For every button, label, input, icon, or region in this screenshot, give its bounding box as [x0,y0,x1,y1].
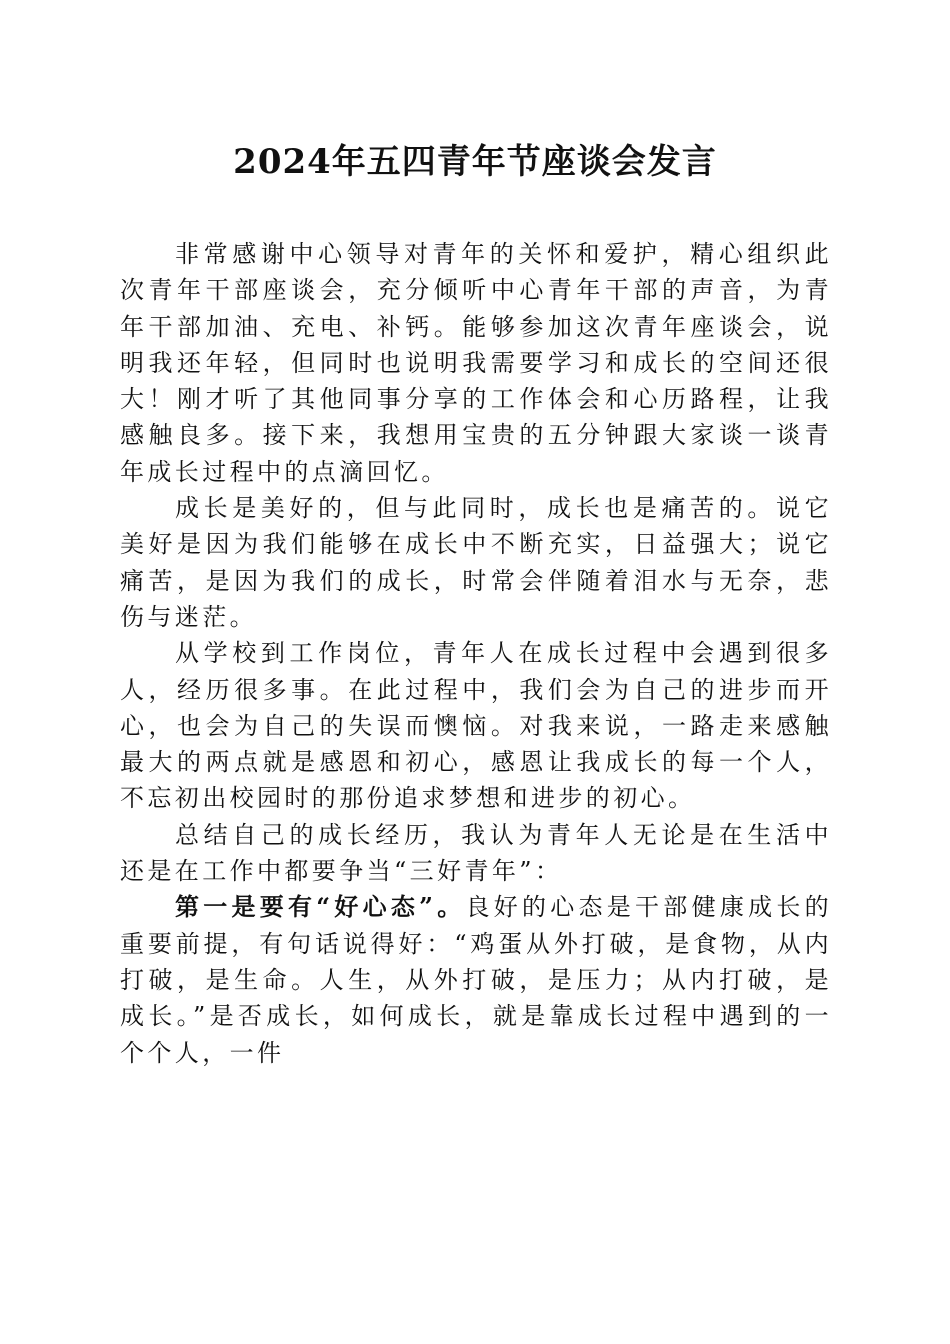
paragraph-summary: 总结自己的成长经历，我认为青年人无论是在生活中还是在工作中都要争当“三好青年”： [120,820,832,886]
paragraph-lead-heading: 第一是要有“好心态”。 [175,892,466,922]
paragraph-lead-text: 良好的心态是干部健康成长的重要前提，有句话说得好：“鸡蛋从外打破，是食物，从内打破，是生命。人生，从外打破，是压力；从内打破，是成长。”是否成长，如何成长，就是靠成长过程中遇到的一个个人，一件 [120,893,833,1067]
paragraph-gratitude: 非常感谢中心领导对青年的关怀和爱护，精心组织此次青年干部座谈会，充分倾听中心青年干部的声音，为青年干部加油、充电、补钙。能够参加这次青年座谈会，说明我还年轻，但同时也说明我需要学习和成长的空间还很大！刚才听了其他同事分享的工作体会和心历路程，让我感触良多。接下来，我想用宝贵的五分钟跟大家谈一谈青年成长过程中的点滴回忆。 [120,240,832,486]
document-body [120,236,832,1071]
paragraph-growth: 成长是美好的，但与此同时，成长也是痛苦的。说它美好是因为我们能够在成长中不断充实，日益强大；说它痛苦，是因为我们的成长，时常会伴随着泪水与无奈，悲伤与迷茫。 [120,494,832,631]
paragraph-good-mindset [120,889,832,1070]
document-title: 2024年五四青年节座谈会发言 [233,142,717,182]
paragraph-school-to-work: 从学校到工作岗位，青年人在成长过程中会遇到很多人，经历很多事。在此过程中，我们会为自己的进步而开心，也会为自己的失误而懊恼。对我来说，一路走来感触最大的两点就是感恩和初心，感恩让我成长的每一个人，不忘初出校园时的那份追求梦想和进步的初心。 [120,639,832,813]
